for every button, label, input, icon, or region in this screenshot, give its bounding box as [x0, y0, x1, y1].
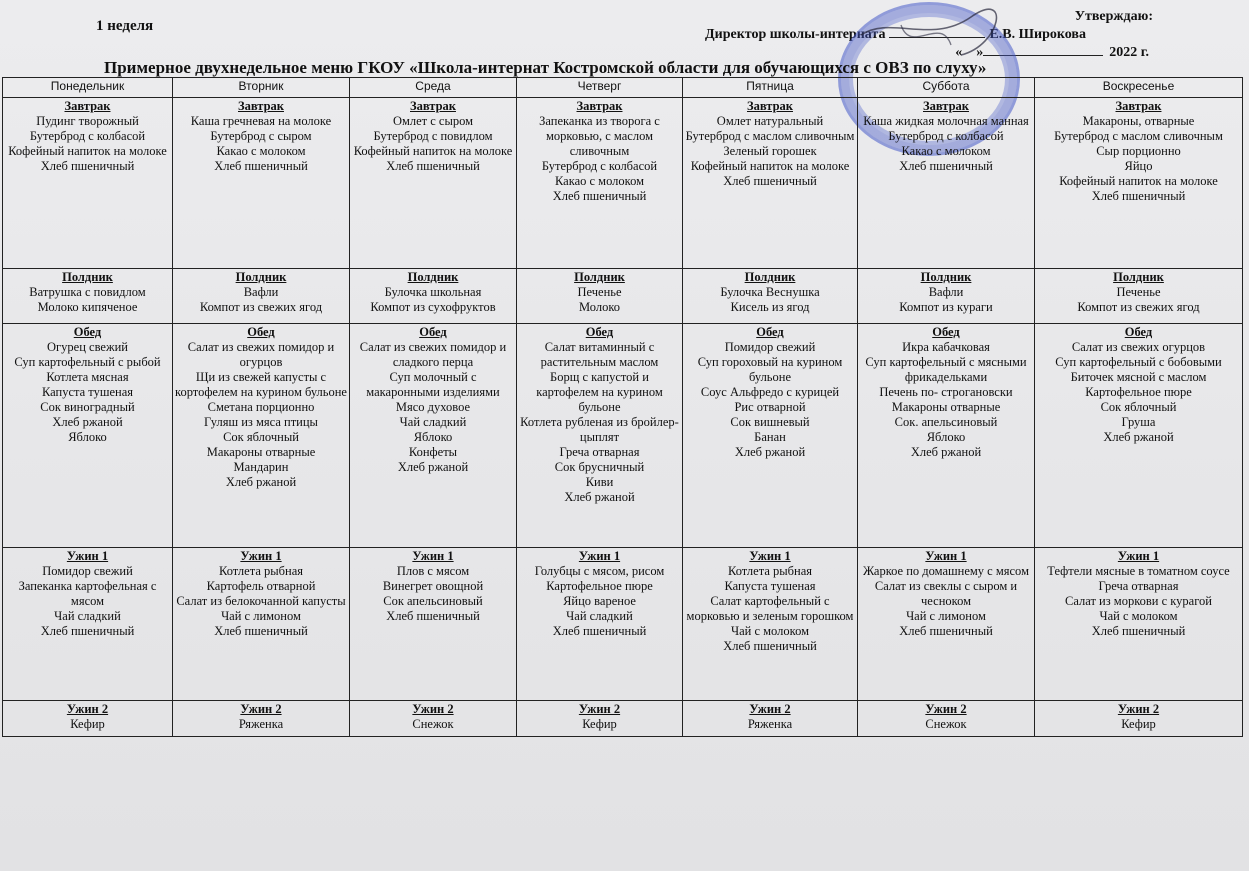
menu-item: Соус Альфредо с курицей: [700, 385, 840, 399]
menu-cell: [1035, 269, 1243, 324]
menu-item: Котлета рыбная: [218, 564, 304, 578]
menu-cell: [517, 548, 683, 701]
menu-item: Сок. апельсиновый: [894, 415, 998, 429]
menu-item: Котлета мясная: [46, 370, 129, 384]
menu-item: Мясо духовое: [395, 400, 471, 414]
menu-item: Каша гречневая на молоке: [190, 114, 332, 128]
menu-item: Хлеб пшеничный: [40, 624, 135, 638]
menu-cell: [858, 701, 1035, 737]
meal-title: Завтрак: [238, 99, 284, 113]
menu-item: Хлеб ржаной: [1103, 430, 1174, 444]
menu-item: Салат из моркови с курагой: [1065, 594, 1212, 608]
menu-cell: [350, 324, 517, 548]
menu-item: Рис отварной: [734, 400, 806, 414]
menu-item: Макароны отварные: [891, 400, 1001, 414]
day-header-tuesday: Вторник: [173, 78, 350, 98]
menu-cell: [350, 269, 517, 324]
menu-item: Конфеты: [408, 445, 458, 459]
meal-title: Завтрак: [747, 99, 793, 113]
menu-item: Зеленый горошек: [723, 144, 817, 158]
menu-item: Кефир: [1121, 717, 1156, 731]
menu-cell: [173, 98, 350, 269]
menu-item: Печень по- строгановски: [879, 385, 1013, 399]
menu-item: Хлеб пшеничный: [214, 624, 308, 638]
menu-item: Вафли: [928, 285, 964, 299]
menu-item: Молоко кипяченое: [37, 300, 138, 314]
menu-item: Капуста тушеная: [41, 385, 134, 399]
menu-cell: [517, 324, 683, 548]
menu-item: Салат из свежих огурцов: [1071, 340, 1206, 354]
menu-cell: [517, 701, 683, 737]
menu-item: Салат витаминный с растительным маслом: [540, 340, 659, 369]
director-name: Е.В. Широкова: [989, 27, 1086, 42]
menu-item: Биточек мясной с маслом: [1070, 370, 1207, 384]
menu-item: Бутерброд с маслом сливочным: [1054, 129, 1223, 143]
menu-item: Сок брусничный: [554, 460, 645, 474]
approve-title: Утверждаю:: [1074, 9, 1153, 24]
menu-item: Чай сладкий: [566, 609, 633, 623]
menu-cell: [683, 324, 858, 548]
menu-item: Греча отварная: [559, 445, 640, 459]
meal-title: Ужин 1: [412, 549, 454, 563]
menu-item: Снежок: [412, 717, 454, 731]
menu-cell: [517, 98, 683, 269]
approval-block: [705, 7, 1225, 63]
menu-cell: [1035, 324, 1243, 548]
menu-item: Борщ с капустой и картофелем на курином бульоне: [536, 370, 663, 414]
menu-item: Картофельное пюре: [546, 579, 653, 593]
menu-item: Кофейный напиток на молоке: [8, 144, 167, 158]
meal-title: Полдник: [407, 270, 459, 284]
menu-item: Сметана порционно: [207, 400, 315, 414]
menu-cell: [1035, 701, 1243, 737]
menu-item: Хлеб пшеничный: [214, 159, 308, 173]
menu-item: Кофейный напиток на молоке: [353, 144, 513, 158]
menu-item: Какао с молоком: [216, 144, 306, 158]
menu-item: Яйцо: [1124, 159, 1153, 173]
meal-title: Ужин 1: [925, 549, 967, 563]
director-position: Директор школы-интерната: [705, 27, 886, 42]
menu-item: Вафли: [243, 285, 279, 299]
meal-title: Полдник: [235, 270, 287, 284]
menu-item: Хлеб пшеничный: [723, 639, 817, 653]
menu-cell: [683, 548, 858, 701]
menu-cell: [858, 324, 1035, 548]
menu-item: Чай с лимоном: [221, 609, 301, 623]
meal-title: Полдник: [744, 270, 796, 284]
menu-item: Молоко: [578, 300, 621, 314]
menu-item: Яблоко: [413, 430, 453, 444]
day-header-sunday: Воскресенье: [1035, 78, 1243, 98]
meal-title: Завтрак: [1115, 99, 1162, 113]
menu-item: Пудинг творожный: [36, 114, 139, 128]
menu-item: Хлеб ржаной: [52, 415, 123, 429]
menu-item: Бутерброд с маслом сливочным: [685, 129, 855, 143]
menu-item: Снежок: [925, 717, 967, 731]
menu-item: Чай сладкий: [399, 415, 467, 429]
meal-title: Ужин 2: [1117, 702, 1160, 716]
menu-item: Суп картофельный с бобовыми: [1055, 355, 1222, 369]
menu-item: Яйцо вареное: [563, 594, 636, 608]
meal-title: Завтрак: [576, 99, 623, 113]
menu-cell: [858, 98, 1035, 269]
menu-item: Хлеб пшеничный: [386, 159, 480, 173]
meal-title: Завтрак: [923, 99, 969, 113]
day-header-friday: Пятница: [683, 78, 858, 98]
menu-cell: [3, 269, 173, 324]
menu-item: Сок апельсиновый: [383, 594, 483, 608]
menu-item: Кефир: [70, 717, 105, 731]
menu-item: Запеканка картофельная с мясом: [18, 579, 157, 608]
menu-item: Хлеб ржаной: [910, 445, 982, 459]
menu-cell: [173, 324, 350, 548]
meal-title: Полдник: [920, 270, 972, 284]
menu-item: Хлеб ржаной: [564, 490, 635, 504]
menu-item: Ряженка: [747, 717, 793, 731]
menu-item: Бутерброд с сыром: [210, 129, 312, 143]
menu-item: Макароны отварные: [206, 445, 316, 459]
menu-cell: [683, 701, 858, 737]
menu-item: Тефтели мясные в томатном соусе: [1047, 564, 1230, 578]
menu-item: Жаркое по домашнему с мясом: [863, 564, 1029, 578]
menu-item: Салат из белокочанной капусты: [176, 594, 346, 608]
menu-item: Чай сладкий: [54, 609, 121, 623]
menu-cell: [858, 269, 1035, 324]
meal-title: Обед: [247, 325, 275, 339]
meal-title: Ужин 2: [578, 702, 621, 716]
menu-item: Омлет с сыром: [392, 114, 474, 128]
meal-title: Ужин 1: [578, 549, 621, 563]
menu-item: Хлеб пшеничный: [552, 189, 647, 203]
menu-item: Кофейный напиток на молоке: [690, 159, 850, 173]
menu-item: Компот из кураги: [899, 300, 993, 314]
day-header-saturday: Суббота: [858, 78, 1035, 98]
meal-title: Ужин 2: [749, 702, 791, 716]
menu-item: Банан: [754, 430, 786, 444]
menu-item: Бутерброд с колбасой: [541, 159, 658, 173]
menu-item: Печенье: [1116, 285, 1161, 299]
menu-cell: [1035, 548, 1243, 701]
week-label: 1 неделя: [96, 18, 154, 34]
director-line: [705, 25, 1086, 43]
menu-cell: [3, 324, 173, 548]
menu-item: Каша жидкая молочная манная: [863, 114, 1029, 128]
menu-item: Капуста тушеная: [724, 579, 816, 593]
menu-item: Суп молочный с макаронными изделиями: [366, 370, 500, 399]
menu-cell: [517, 269, 683, 324]
menu-cell: [3, 701, 173, 737]
menu-item: Картофельное пюре: [1085, 385, 1192, 399]
day-header-wednesday: Среда: [350, 78, 517, 98]
menu-item: Хлеб пшеничный: [1091, 189, 1186, 203]
menu-item: Омлет натуральный: [716, 114, 824, 128]
menu-cell: [1035, 98, 1243, 269]
menu-item: Котлета рыбная: [727, 564, 813, 578]
menu-item: Сыр порционно: [1096, 144, 1181, 158]
menu-cell: [350, 98, 517, 269]
menu-item: Картофель отварной: [206, 579, 316, 593]
menu-item: Яблоко: [926, 430, 966, 444]
meal-title: Ужин 1: [749, 549, 791, 563]
menu-item: Хлеб пшеничный: [899, 624, 993, 638]
meal-title: Обед: [419, 325, 447, 339]
menu-item: Ватрушка с повидлом: [29, 285, 146, 299]
menu-item: Сок виноградный: [40, 400, 135, 414]
meal-title: Завтрак: [410, 99, 456, 113]
menu-item: Плов с мясом: [396, 564, 470, 578]
meal-title: Обед: [756, 325, 784, 339]
meal-title: Полдник: [62, 270, 113, 284]
menu-item: Помидор свежий: [42, 564, 133, 578]
menu-item: Булочка Веснушка: [720, 285, 820, 299]
menu-item: Чай с молоком: [730, 624, 809, 638]
menu-item: Кефир: [582, 717, 617, 731]
menu-item: Бутерброд с колбасой: [888, 129, 1004, 143]
menu-item: Суп картофельный с мясными фрикадельками: [865, 355, 1027, 384]
menu-cell: [3, 548, 173, 701]
meal-title: Ужин 1: [1117, 549, 1160, 563]
meal-title: Обед: [585, 325, 614, 339]
menu-item: Винегрет овощной: [382, 579, 484, 593]
meal-title: Ужин 2: [66, 702, 109, 716]
menu-item: Огурец свежий: [47, 340, 128, 354]
days-header-row: [3, 78, 1243, 98]
meal-row-dinner2: [3, 701, 1243, 737]
menu-item: Салат из свежих помидор и сладкого перца: [359, 340, 507, 369]
menu-item: Какао с молоком: [901, 144, 991, 158]
meal-row-lunch: [3, 324, 1243, 548]
meal-title: Обед: [73, 325, 102, 339]
menu-cell: [858, 548, 1035, 701]
menu-item: Бутерброд с повидлом: [373, 129, 493, 143]
menu-item: Икра кабачковая: [902, 340, 990, 354]
menu-cell: [350, 548, 517, 701]
meal-title: Ужин 2: [412, 702, 454, 716]
menu-item: Суп картофельный с рыбой: [14, 355, 161, 369]
menu-item: Хлеб ржаной: [397, 460, 469, 474]
menu-table: [2, 77, 1243, 737]
menu-item: Компот из сухофруктов: [370, 300, 496, 314]
menu-item: Чай с лимоном: [906, 609, 986, 623]
menu-item: Киви: [585, 475, 614, 489]
menu-item: Печенье: [577, 285, 622, 299]
menu-cell: [173, 701, 350, 737]
approval-date: « » 2022 г.: [955, 45, 1149, 60]
menu-item: Запеканка из творога с морковью, с маслом сливочным: [539, 114, 660, 158]
menu-item: Булочка школьная: [384, 285, 482, 299]
menu-item: Бутерброд с колбасой: [29, 129, 146, 143]
meal-title: Обед: [1124, 325, 1153, 339]
menu-item: Сок яблочный: [1100, 400, 1177, 414]
menu-cell: [173, 548, 350, 701]
meal-row-dinner1: [3, 548, 1243, 701]
menu-item: Груша: [1121, 415, 1156, 429]
menu-item: Хлеб пшеничный: [40, 159, 135, 173]
menu-item: Салат из свежих помидор и огурцов: [187, 340, 335, 369]
menu-item: Голубцы с мясом, рисом: [534, 564, 665, 578]
page-title: Примерное двухнедельное меню ГКОУ «Школа-интернат Костромской области для обучающихся с ОВЗ по слуху»: [104, 58, 987, 77]
menu-item: Помидор свежий: [724, 340, 816, 354]
menu-item: Хлеб пшеничный: [386, 609, 480, 623]
menu-cell: [683, 269, 858, 324]
menu-item: Сок яблочный: [223, 430, 299, 444]
menu-cell: [350, 701, 517, 737]
menu-item: Котлета рубленая из бройлер-цыплят: [520, 415, 679, 444]
meal-row-snack: [3, 269, 1243, 324]
menu-item: Хлеб пшеничный: [1091, 624, 1186, 638]
menu-item: Макароны, отварные: [1082, 114, 1195, 128]
menu-item: Кофейный напиток на молоке: [1059, 174, 1218, 188]
meal-title: Полдник: [1113, 270, 1164, 284]
menu-item: Компот из свежих ягод: [199, 300, 323, 314]
menu-item: Гуляш из мяса птицы: [204, 415, 318, 429]
menu-cell: [173, 269, 350, 324]
day-header-monday: Понедельник: [3, 78, 173, 98]
menu-item: Щи из свежей капусты с кортофелем на курином бульоне: [175, 370, 347, 399]
menu-item: Хлеб пшеничный: [552, 624, 647, 638]
menu-cell: [3, 98, 173, 269]
menu-item: Хлеб ржаной: [225, 475, 297, 489]
menu-item: Кисель из ягод: [730, 300, 810, 314]
meal-row-breakfast: [3, 98, 1243, 269]
menu-item: Мандарин: [233, 460, 289, 474]
meal-title: Ужин 1: [240, 549, 282, 563]
meal-title: Ужин 2: [925, 702, 967, 716]
menu-item: Хлеб пшеничный: [899, 159, 993, 173]
menu-item: Сок вишневый: [730, 415, 810, 429]
meal-title: Полдник: [574, 270, 625, 284]
meal-title: Ужин 2: [240, 702, 282, 716]
menu-item: Компот из свежих ягод: [1077, 300, 1200, 314]
day-header-thursday: Четверг: [517, 78, 683, 98]
menu-item: Хлеб ржаной: [734, 445, 806, 459]
menu-cell: [683, 98, 858, 269]
menu-item: Салат из свеклы с сыром и чесноком: [874, 579, 1018, 608]
menu-item: Хлеб пшеничный: [723, 174, 817, 188]
menu-item: Какао с молоком: [554, 174, 645, 188]
meal-title: Завтрак: [64, 99, 111, 113]
menu-item: Яблоко: [68, 430, 107, 444]
menu-item: Греча отварная: [1098, 579, 1179, 593]
meal-title: Обед: [932, 325, 960, 339]
signature-line: [889, 25, 985, 38]
menu-item: Суп гороховый на курином бульоне: [697, 355, 843, 384]
menu-item: Салат картофельный с морковью и зеленым горошком: [686, 594, 854, 623]
menu-item: Чай с молоком: [1099, 609, 1178, 623]
menu-item: Ряженка: [238, 717, 284, 731]
meal-title: Ужин 1: [66, 549, 109, 563]
